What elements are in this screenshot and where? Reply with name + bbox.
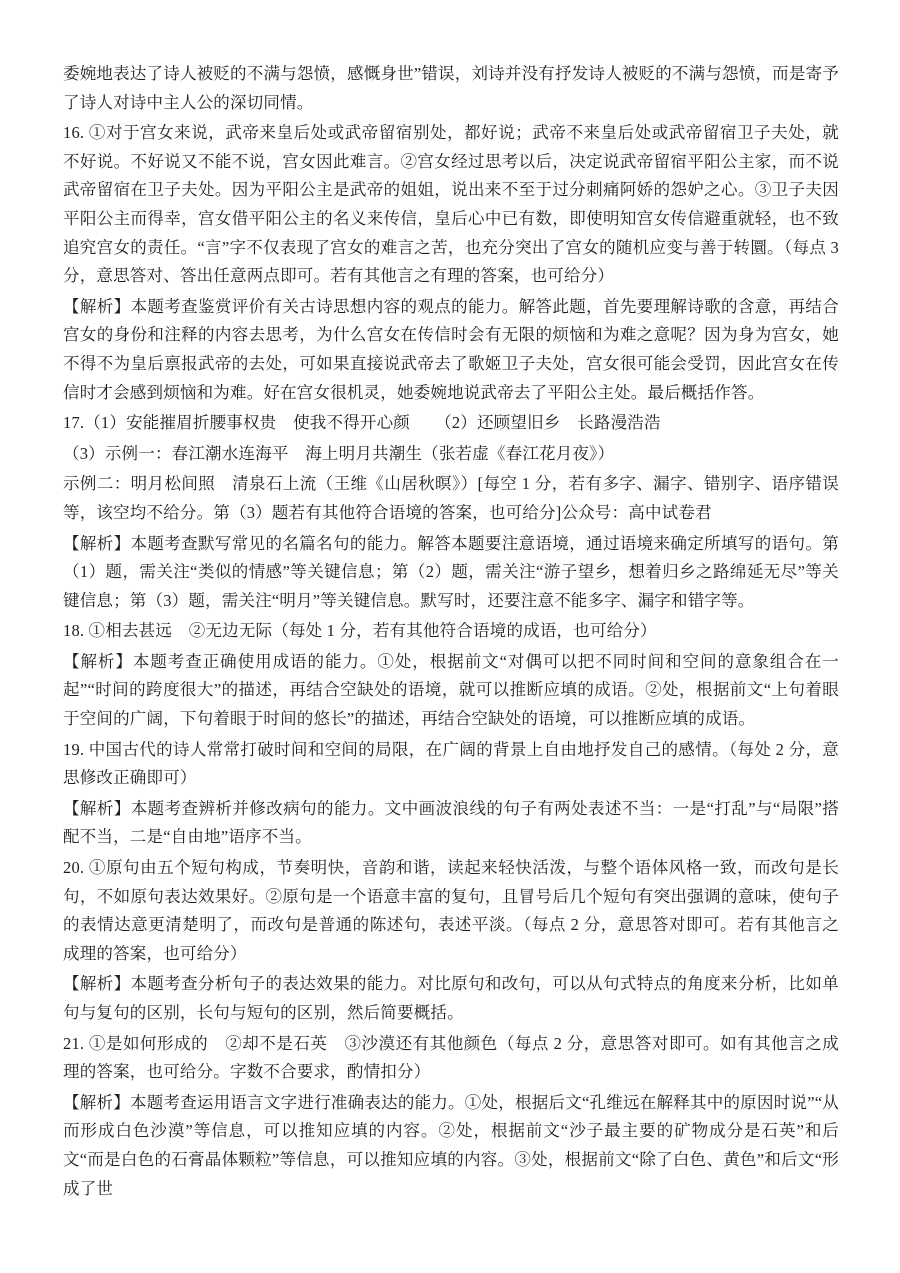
paragraph-continuation-prev-page: 委婉地表达了诗人被贬的不满与怨愤，感慨身世”错误，刘诗并没有抒发诗人被贬的不满与怨愤，而是寄予了诗人对诗中主人公的深切同情。 bbox=[63, 64, 839, 112]
paragraph-analysis-17: 【解析】本题考查默写常见的名篇名句的能力。解答本题要注意语境，通过语境来确定所填写的语句。第（1）题，需关注“类似的情感”等关键信息；第（2）题，需关注“游子望乡，想着归乡之路绵延无尽”等关键信息；第（3）题，需关注“明月”等关键信息。默写时，还要注意不能多字、漏字和错字等。 bbox=[63, 533, 840, 610]
paragraph-analysis-21: 【解析】本题考查运用语言文字进行准确表达的能力。①处，根据后文“孔维远在解释其中的原因时说”“从而形成白色沙漠”等信息，可以推知应填的内容。②处，根据前文“沙子最主要的矿物成分是石英”和后文“而是白色的石膏晶体颗粒”等信息，可以推知应填的内容。③处，根据前文“除了白色、黄色”和后文“形成了世 bbox=[63, 1092, 839, 1198]
paragraph-answer-19: 19. 中国古代的诗人常常打破时间和空间的局限，在广阔的背景上自由地抒发自己的感情。（每处 2 分，意思修改正确即可） bbox=[63, 739, 839, 788]
paragraph-analysis-20: 【解析】本题考查分析句子的表达效果的能力。对比原句和改句，可以从句式特点的角度来分析，比如单句与复句的区别，长句与短句的区别，然后简要概括。 bbox=[63, 974, 839, 1022]
paragraph-analysis-18: 【解析】本题考查正确使用成语的能力。①处，根据前文“对偶可以把不同时间和空间的意象组合在一起”“时间的跨度很大”的描述，再结合空缺处的语境，就可以推断应填的成语。②处，根据前文“上句着眼于空间的广阔，下句着眼于时间的悠长”的描述，再结合空缺处的语境，可以推断应填的成语。 bbox=[63, 651, 839, 729]
paragraph-answer-20: 20. ①原句由五个短句构成，节奏明快，音韵和谐，读起来轻快活泼，与整个语体风格一致，而改句是长句，不如原句表达效果好。②原句是一个语意丰富的复句，且冒号后几个短句有突出强调的意味，使句子的表情达意更清楚明了，而改句是普通的陈述句，表述平淡。（每点 2 分，意思答对即可。若有其他言之成理的答案，也可给分） bbox=[63, 858, 839, 963]
paragraph-answer-17-parts-1-2: 17.（1）安能摧眉折腰事权贵 使我不得开心颜 （2）还顾望旧乡 长路漫浩浩 bbox=[63, 413, 661, 433]
paragraph-answer-21: 21. ①是如何形成的 ②却不是石英 ③沙漠还有其他颜色（每点 2 分，意思答对即可。如有其他言之成理的答案，也可给分。字数不合要求，酌情扣分） bbox=[63, 1033, 839, 1082]
paragraph-answer-18: 18. ①相去甚远 ②无边无际（每处 1 分，若有其他符合语境的成语，也可给分） bbox=[63, 621, 657, 641]
paragraph-analysis-16: 【解析】本题考查鉴赏评价有关古诗思想内容的观点的能力。解答此题，首先要理解诗歌的含意，再结合宫女的身份和注释的内容去思考，为什么宫女在传信时会有无限的烦恼和为难之意呢？因为身为宫女，她不得不为皇后禀报武帝的去处，可如果直接说武帝去了歌姬卫子夫处，宫女很可能会受罚，因此宫女在传信时才会感到烦恼和为难。好在宫女很机灵，她委婉地说武帝去了平阳公主处。最后概括作答。 bbox=[63, 296, 839, 402]
paragraph-answer-17-part-3-example-2: 示例二：明月松间照 清泉石上流（王维《山居秋暝》）[每空 1 分，若有多字、漏字、错别字、语序错误等，该空均不给分。第（3）题若有其他符合语境的答案，也可给分]公众号：高中试卷君 bbox=[63, 474, 839, 522]
paragraph-answer-17-part-3-example-1: （3）示例一：春江潮水连海平 海上明月共潮生（张若虚《春江花月夜》） bbox=[63, 443, 615, 463]
paragraph-answer-16: 16. ①对于宫女来说，武帝来皇后处或武帝留宿别处，都好说；武帝不来皇后处或武帝留宿卫子夫处，就不好说。不好说又不能不说，宫女因此难言。②宫女经过思考以后，决定说武帝留宿平阳公主家，而不说武帝留宿在卫子夫处。因为平阳公主是武帝的姐姐，说出来不至于过分刺痛阿娇的怨妒之心。③卫子夫因平阳公主而得幸，宫女借平阳公主的名义来传信，皇后心中已有数，即使明知宫女传信避重就轻，也不致追究宫女的责任。“言”字不仅表现了宫女的难言之苦，也充分突出了宫女的随机应变与善于转圜。（每点 3 分，意思答对、答出任意两点即可。若有其他言之有理的答案，也可给分） bbox=[63, 123, 839, 286]
paragraph-analysis-19: 【解析】本题考查辨析并修改病句的能力。文中画波浪线的句子有两处表述不当：一是“打乱”与“局限”搭配不当，二是“自由地”语序不当。 bbox=[63, 798, 839, 847]
